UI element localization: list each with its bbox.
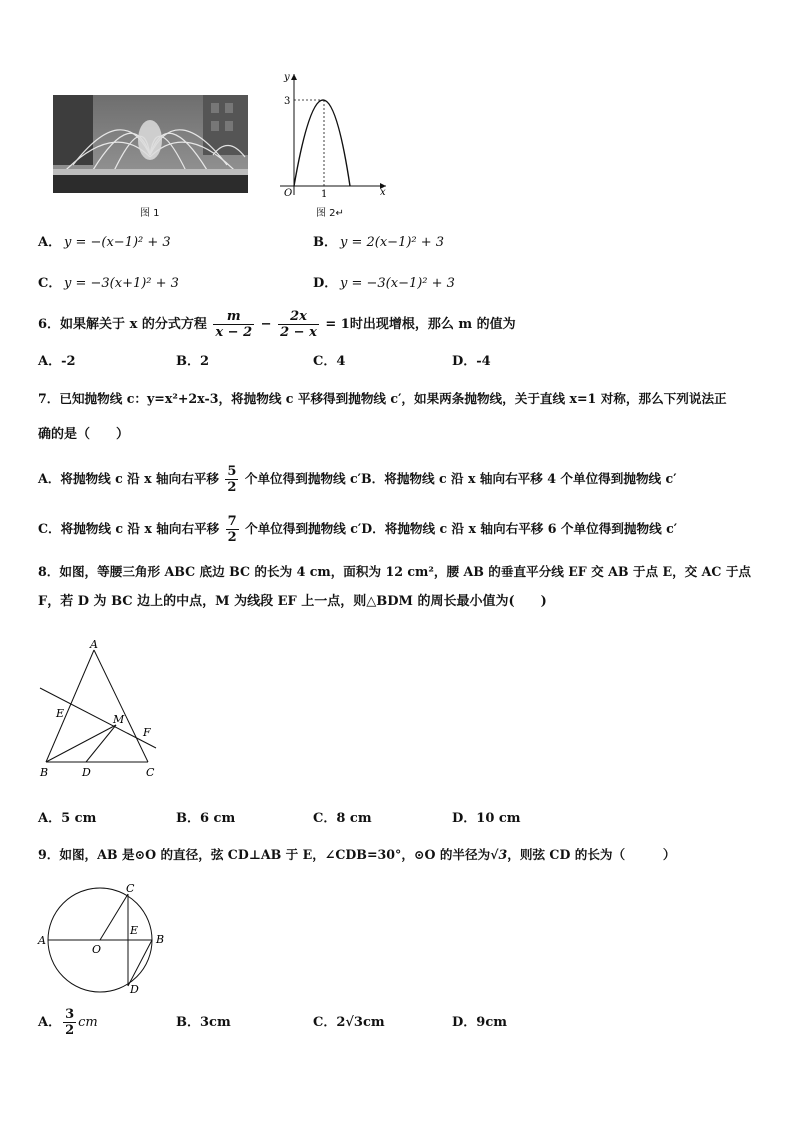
q5-option-b-label: B． (313, 235, 337, 250)
circle-label-c: C (126, 882, 135, 895)
q9-option-c: C．2√3cm (313, 1015, 385, 1030)
triangle-figure (36, 636, 166, 786)
q9-option-a-unit: cm (78, 1015, 98, 1030)
tri-label-c: C (146, 766, 155, 779)
q9-option-a-fraction: $\frac{3}{2}$ (65, 1007, 75, 1038)
q8-option-b: B．6 cm (176, 811, 236, 826)
tri-label-e: E (56, 707, 65, 720)
q7-question-line-1: 7．已知抛物线 c：y=x²+2x-3，将抛物线 c 平移得到抛物线 c′，如果两条抛物线，关于直线 x=1 对称，那么下列说法正 (38, 391, 727, 406)
q6-prefix: 6．如果解关于 x 的分式方程 (38, 317, 207, 332)
q8-question-line-1: 8．如图，等腰三角形 ABC 底边 BC 的长为 4 cm，面积为 12 cm²，腰 AB 的垂直平分线 EF 交 AB 于点 E，交 AC 于点 (38, 564, 752, 579)
q9-radius-value: √3 (490, 847, 508, 862)
q5-option-b-formula: y = 2(x−1)² + 3 (340, 235, 445, 250)
q6-option-d: D．-4 (452, 354, 491, 369)
q8-option-a: A．5 cm (38, 811, 97, 826)
q7-option-c-suffix: 个单位得到抛物线 c′ (245, 521, 362, 536)
q8-option-d: D．10 cm (452, 811, 521, 826)
q9-option-a (38, 1006, 98, 1040)
q9-question-end: ，则弦 CD 的长为（ ） (507, 847, 676, 862)
tri-label-m: M (113, 713, 125, 726)
q6-question (38, 308, 516, 342)
q7-options-row-2 (38, 512, 677, 546)
q5-option-c-formula: y = −3(x+1)² + 3 (64, 276, 179, 291)
tri-label-f: F (143, 726, 151, 739)
q6-minus: − (260, 317, 272, 332)
q6-option-a: A．-2 (38, 354, 76, 369)
circle-label-b: B (156, 933, 165, 946)
figure-2-caption: 图 2↵ (316, 208, 344, 219)
tri-label-d: D (82, 766, 91, 779)
tri-label-b: B (40, 766, 49, 779)
q7-option-b: B．将抛物线 c 沿 x 轴向右平移 4 个单位得到抛物线 c′ (360, 471, 677, 486)
q5-option-d-formula: y = −3(x−1)² + 3 (340, 276, 455, 291)
q7-option-a-fraction: $\frac{5}{2}$ (227, 464, 237, 495)
q6-fraction-2: $\frac{2x}{2 - x}$ (280, 309, 317, 340)
figure-1-caption: 图 1 (140, 208, 160, 219)
q7-option-c-fraction: $\frac{7}{2}$ (227, 514, 237, 545)
circle-label-a: A (38, 934, 46, 947)
q5-option-c-label: C． (38, 276, 62, 291)
q9-option-a-label: A． (38, 1015, 62, 1030)
q6-option-b: B．2 (176, 354, 210, 369)
q7-option-d: D．将抛物线 c 沿 x 轴向右平移 6 个单位得到抛物线 c′ (361, 521, 678, 536)
q6-equals: = 1 (325, 317, 350, 332)
q7-option-a-suffix: 个单位得到抛物线 c′ (244, 471, 361, 486)
circle-figure (34, 880, 174, 1000)
graph-tick-3: 3 (284, 96, 291, 107)
q7-question-line-2: 确的是（ ） (38, 427, 130, 442)
q9-question-text: 9．如图，AB 是⊙O 的直径，弦 CD⊥AB 于 E，∠CDB=30°，⊙O 的半径为 (38, 847, 491, 862)
q5-option-a-label: A． (38, 235, 62, 250)
circle-label-o: O (92, 943, 102, 956)
parabola-graph (270, 70, 390, 200)
q5-option-a-formula: y = −(x−1)² + 3 (64, 235, 171, 250)
circle-label-d: D (130, 983, 139, 996)
q8-question-line-2: F，若 D 为 BC 边上的中点，M 为线段 EF 上一点，则△BDM 的周长最小值为( ) (38, 594, 547, 609)
graph-x-label: x (380, 187, 386, 198)
graph-origin-label: O (284, 188, 293, 199)
q5-option-d-label: D． (313, 276, 338, 291)
q9-question (38, 845, 676, 865)
q6-suffix: 时出现增根，那么 m 的值为 (349, 317, 516, 332)
q7-options-row-1 (38, 462, 677, 496)
q9-option-d: D．9cm (452, 1015, 507, 1030)
q9-option-b: B．3cm (176, 1015, 231, 1030)
q7-option-c-prefix: C．将抛物线 c 沿 x 轴向右平移 (38, 521, 220, 536)
graph-tick-1: 1 (321, 189, 328, 200)
q8-option-c: C．8 cm (313, 811, 372, 826)
circle-label-e: E (130, 924, 139, 937)
q6-fraction-1: $\frac{m}{x - 2}$ (215, 309, 253, 340)
tri-label-a: A (90, 638, 98, 651)
q7-option-a-prefix: A．将抛物线 c 沿 x 轴向右平移 (38, 471, 220, 486)
fountain-photo (53, 95, 248, 193)
q6-option-c: C．4 (313, 354, 346, 369)
graph-y-label: y (284, 72, 290, 83)
